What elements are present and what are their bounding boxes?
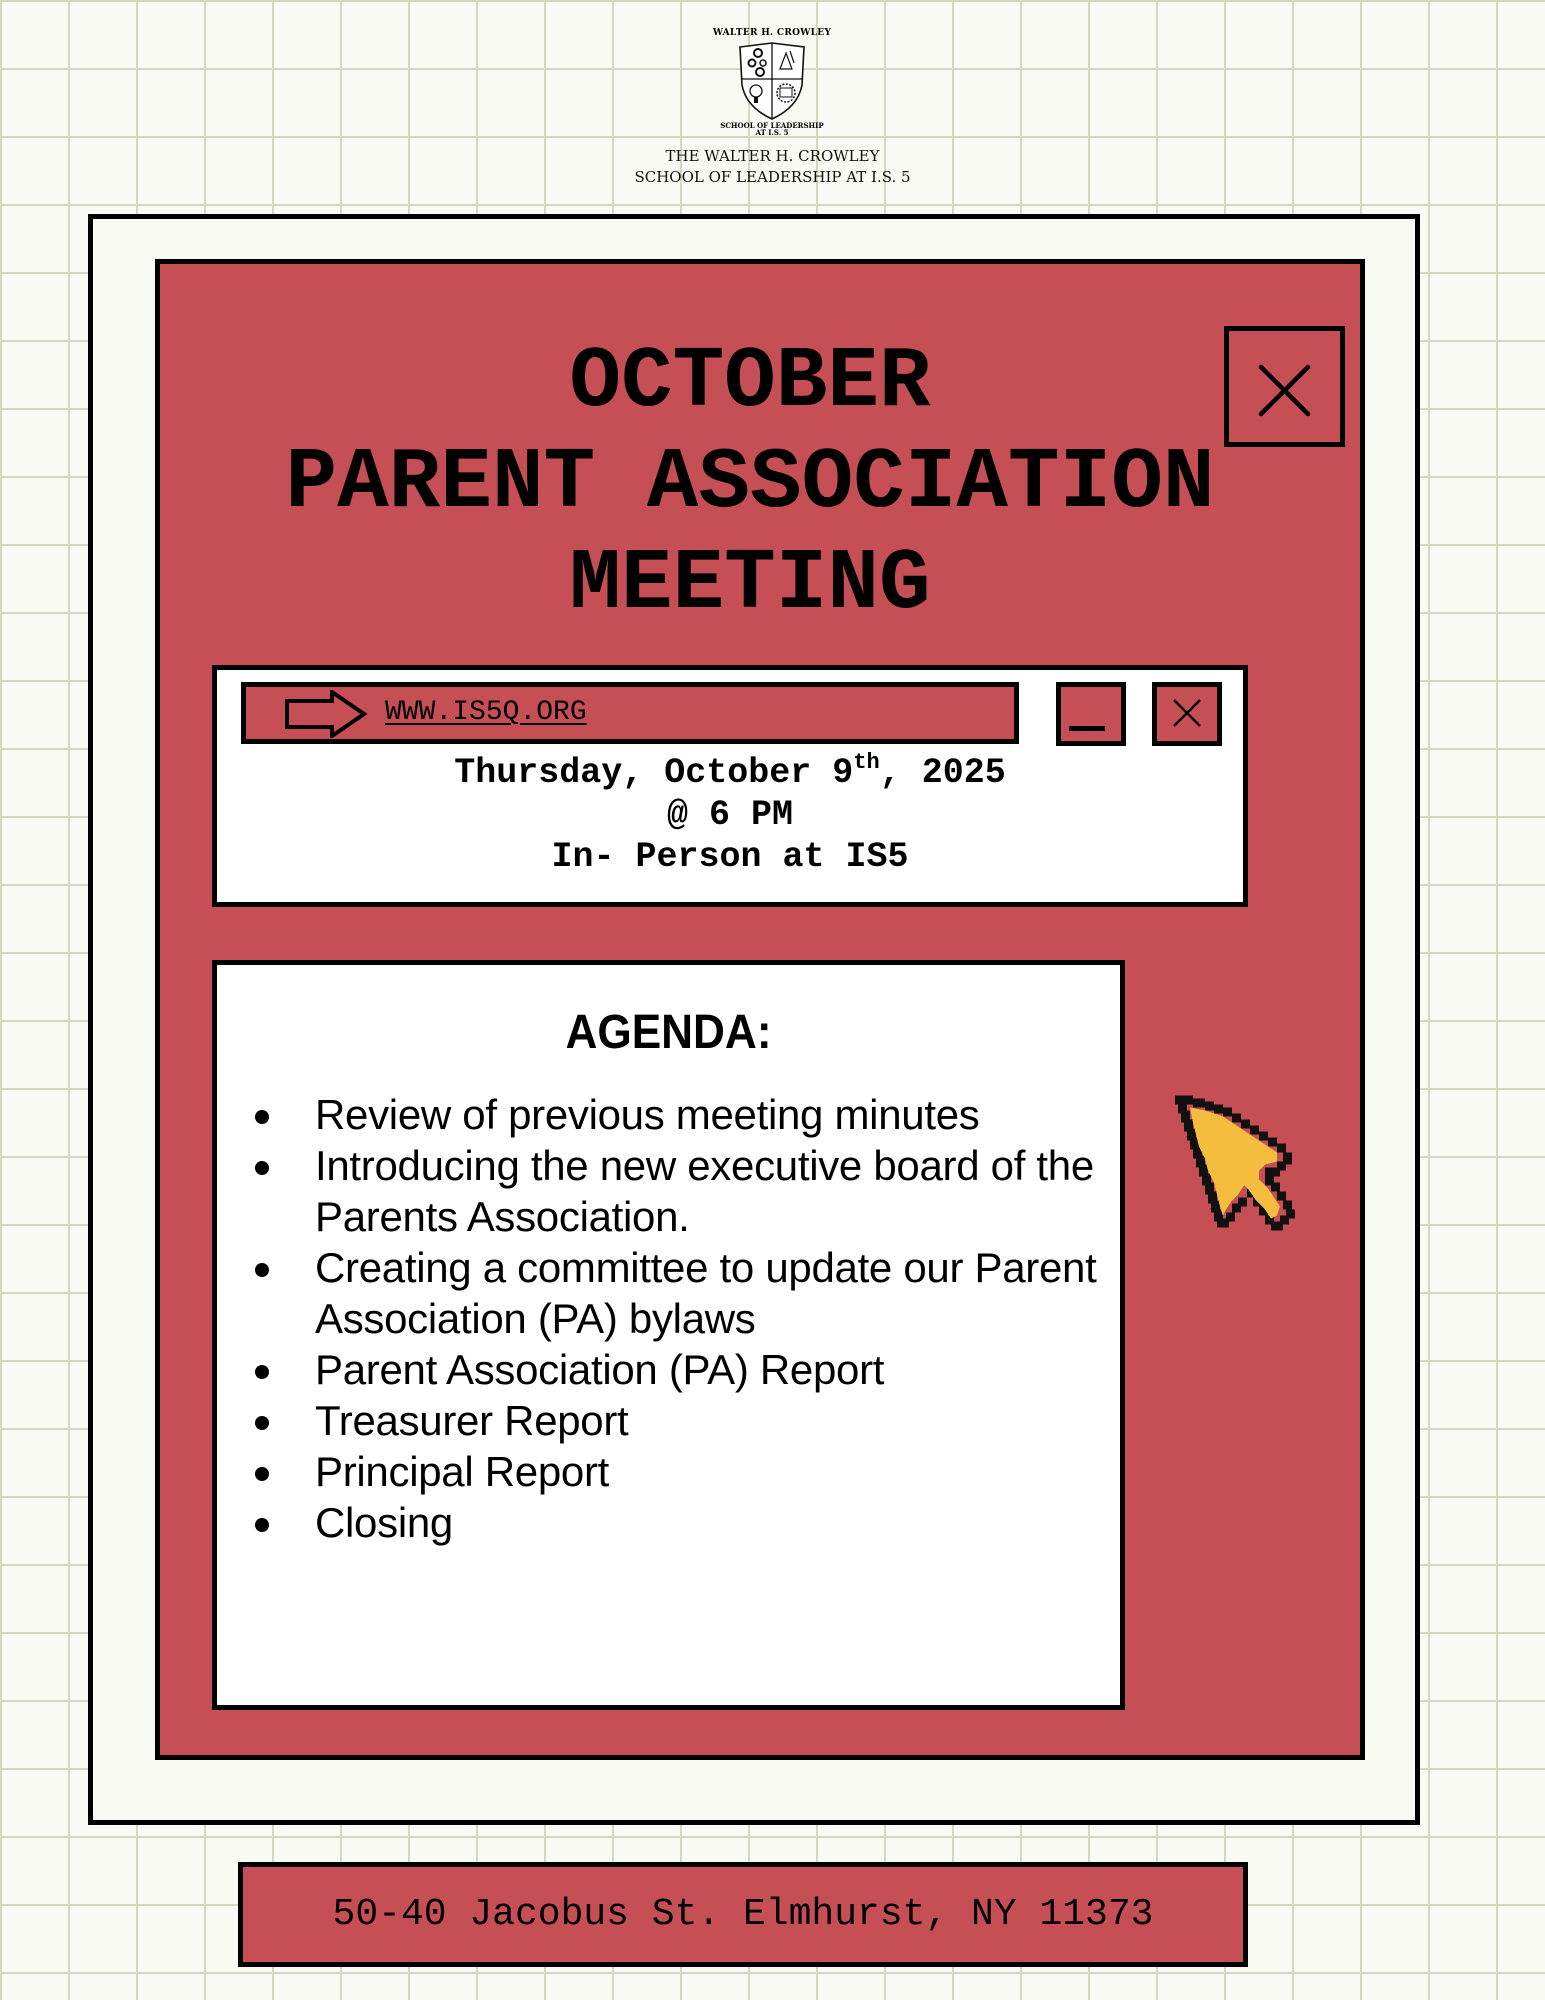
agenda-item-text: Closing	[315, 1499, 453, 1546]
logo-bottom-text	[712, 122, 832, 136]
event-details	[212, 752, 1248, 878]
logo-top-text: WALTER H. CROWLEY	[712, 28, 832, 38]
agenda-item	[252, 1140, 1105, 1242]
bullet-icon	[255, 1416, 269, 1430]
bullet-icon	[255, 1365, 269, 1379]
minimize-icon	[1069, 726, 1105, 731]
page-title	[210, 332, 1290, 635]
event-date-year: , 2025	[879, 753, 1006, 793]
crest-shield-icon	[734, 39, 810, 123]
minimize-button[interactable]	[1056, 682, 1126, 746]
close-button[interactable]	[1152, 682, 1222, 746]
school-name-line1: THE WALTER H. CROWLEY	[665, 147, 880, 165]
agenda-heading: AGENDA:	[565, 1006, 772, 1059]
agenda-item	[252, 1344, 1105, 1395]
website-link[interactable]: WWW.IS5Q.ORG	[385, 697, 587, 728]
address-text: 50-40 Jacobus St. Elmhurst, NY 11373	[332, 1893, 1154, 1936]
event-date-main: Thursday, October 9	[454, 753, 854, 793]
event-time: @ 6 PM	[666, 795, 794, 835]
event-date-ordinal: th	[853, 750, 880, 775]
agenda-item-text: Parent Association (PA) Report	[315, 1346, 885, 1393]
event-location: In- Person at IS5	[551, 837, 909, 877]
url-bar[interactable]	[241, 682, 1019, 744]
agenda-list	[252, 1089, 1105, 1548]
agenda-item	[252, 1395, 1105, 1446]
bullet-icon	[255, 1518, 269, 1532]
agenda-item	[252, 1089, 1105, 1140]
title-line-1: OCTOBER	[569, 333, 931, 431]
close-icon	[1229, 331, 1340, 442]
bullet-icon	[255, 1161, 269, 1175]
agenda-window	[212, 960, 1125, 1710]
close-icon	[1157, 687, 1217, 741]
title-line-2: PARENT ASSOCIATION	[285, 434, 1215, 532]
school-name-line2: SCHOOL OF LEADERSHIP AT I.S. 5	[634, 168, 911, 186]
agenda-item	[252, 1497, 1105, 1548]
mouse-pointer-icon	[1175, 1095, 1331, 1243]
agenda-item-text: Treasurer Report	[315, 1397, 629, 1444]
logo-bottom-line2: AT I.S. 5	[755, 128, 789, 137]
bullet-icon	[255, 1110, 269, 1124]
agenda-item	[252, 1242, 1105, 1344]
agenda-item	[252, 1446, 1105, 1497]
logo-bottom-line1: SCHOOL OF LEADERSHIP	[720, 121, 824, 130]
agenda-item-text: Introducing the new executive board of the Parents Association.	[315, 1142, 1094, 1240]
address-banner	[238, 1862, 1248, 1967]
agenda-item-text: Principal Report	[315, 1448, 609, 1495]
window-close-button[interactable]	[1224, 326, 1345, 447]
bullet-icon	[255, 1263, 269, 1277]
title-line-3: MEETING	[569, 535, 931, 633]
event-date	[212, 752, 1248, 794]
agenda-item-text: Creating a committee to update our Parent Association (PA) bylaws	[315, 1244, 1097, 1342]
agenda-item-text: Review of previous meeting minutes	[315, 1091, 980, 1138]
arrow-right-icon	[284, 690, 370, 738]
school-name	[500, 146, 1045, 188]
school-crest-logo	[712, 26, 832, 138]
bullet-icon	[255, 1467, 269, 1481]
